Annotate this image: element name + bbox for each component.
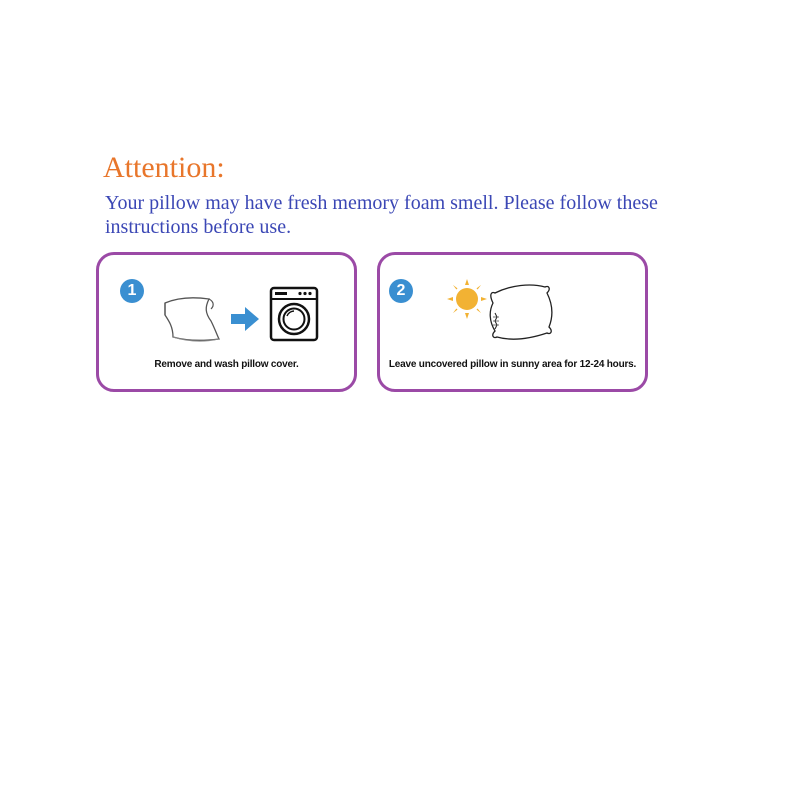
step-2-badge: 2 — [389, 279, 413, 303]
step-2-caption: Leave uncovered pillow in sunny area for 12-24 hours. — [388, 359, 637, 370]
arrow-right-icon — [231, 307, 259, 331]
pillow-cover-icon — [161, 293, 223, 345]
pillow-icon — [487, 283, 555, 341]
step-1-badge: 1 — [120, 279, 144, 303]
sun-icon — [447, 279, 487, 319]
step-1-caption: Remove and wash pillow cover. — [154, 359, 299, 370]
attention-message: Your pillow may have fresh memory foam smell. Please follow these instructions before use. — [105, 192, 658, 238]
step-2-card — [377, 252, 648, 392]
washing-machine-icon — [269, 286, 319, 342]
step-1-card — [96, 252, 357, 392]
attention-title: Attention: — [103, 151, 225, 184]
